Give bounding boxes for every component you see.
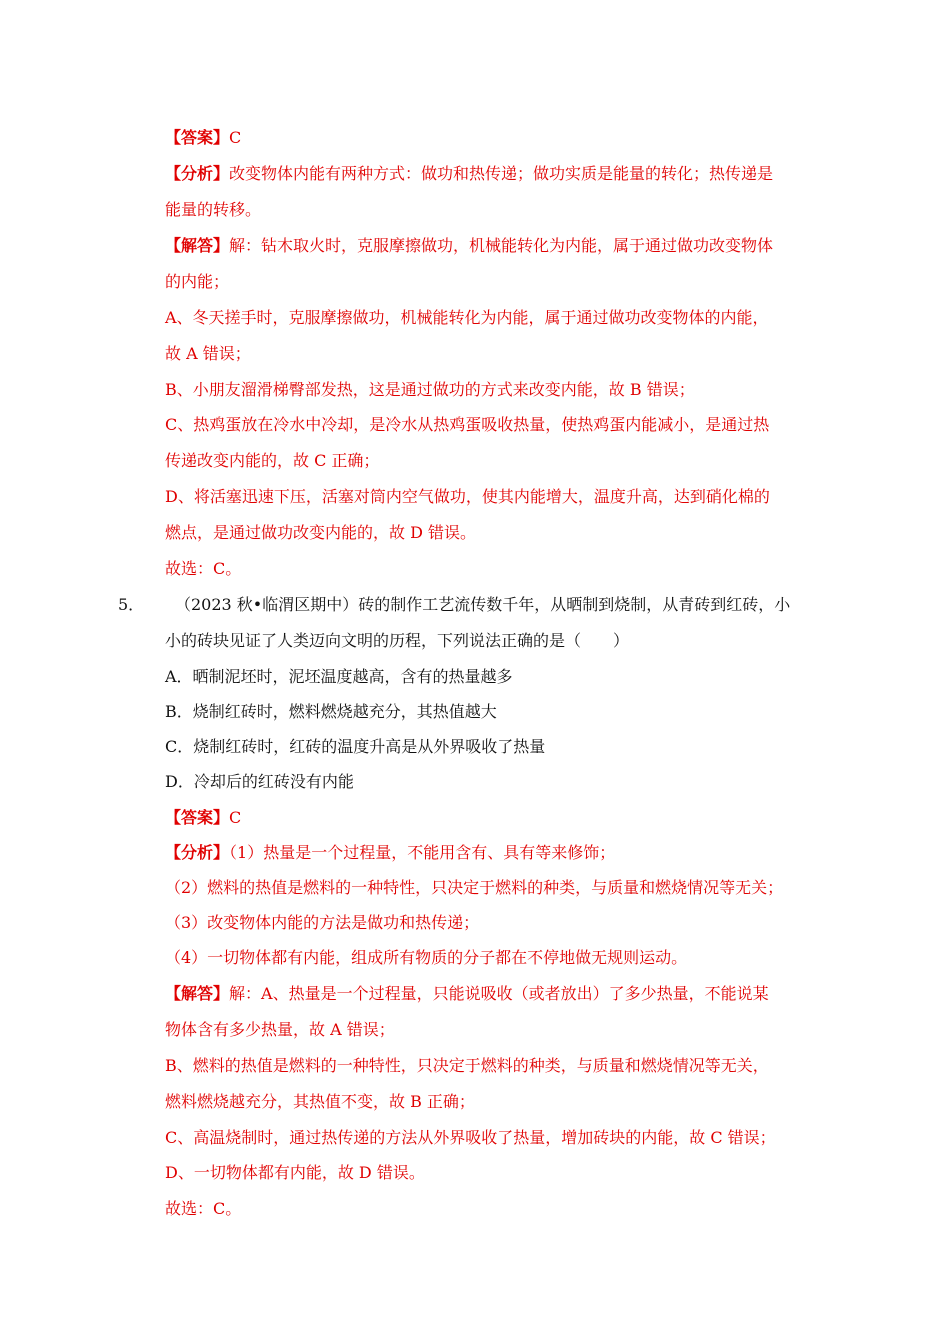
- q4-analysis: [165, 164, 773, 184]
- answer-value: C: [229, 808, 242, 827]
- q5-solution-line: 燃料燃烧越充分，其热值不变，故 B 正确；: [165, 1092, 475, 1111]
- answer-value: C: [229, 128, 242, 147]
- q5-analysis: [165, 843, 615, 863]
- solution-text: 解：A、热量是一个过程量，只能说吸收（或者放出）了多少热量，不能说某: [229, 984, 769, 1003]
- q4-solution-line: 传递改变内能的，故 C 正确；: [165, 451, 380, 470]
- q4-solution: [165, 236, 773, 256]
- q4-final-choice: 故选：C。: [165, 559, 242, 578]
- q5-analysis-line: （2）燃料的热值是燃料的一种特性，只决定于燃料的种类，与质量和燃烧情况等无关；: [165, 878, 784, 897]
- q5-solution-line: 物体含有多少热量，故 A 错误；: [165, 1020, 395, 1039]
- q4-solution-line: B、小朋友溜滑梯臀部发热，这是通过做功的方式来改变内能，故 B 错误；: [165, 380, 695, 399]
- q5-number: 5．: [118, 595, 145, 614]
- solution-tag: 【解答】: [165, 236, 230, 255]
- q5-option-a: A．晒制泥坯时，泥坯温度越高，含有的热量越多: [165, 667, 513, 686]
- q4-analysis-line: 能量的转移。: [165, 200, 262, 219]
- q5-option-c: C．烧制红砖时，红砖的温度升高是从外界吸收了热量: [165, 737, 546, 756]
- answer-tag: 【答案】: [165, 808, 230, 827]
- q5-option-b: B．烧制红砖时，燃料燃烧越充分，其热值越大: [165, 702, 497, 721]
- analysis-text: （1）热量是一个过程量，不能用含有、具有等来修饰；: [229, 843, 616, 862]
- q4-solution-line: 的内能；: [165, 272, 230, 291]
- analysis-tag: 【分析】: [165, 843, 230, 862]
- q4-solution-line: 故 A 错误；: [165, 344, 251, 363]
- answer-tag: 【答案】: [165, 128, 230, 147]
- q5-final-choice: 故选：C。: [165, 1199, 242, 1218]
- q5-solution: [165, 984, 769, 1004]
- q5-answer: [165, 808, 241, 828]
- q4-solution-line: D、将活塞迅速下压，活塞对筒内空气做功，使其内能增大，温度升高，达到硝化棉的: [165, 487, 770, 506]
- q5-option-d: D．冷却后的红砖没有内能: [165, 772, 354, 791]
- q5-analysis-line: （4）一切物体都有内能，组成所有物质的分子都在不停地做无规则运动。: [165, 948, 688, 967]
- q5-solution-line: C、高温烧制时，通过热传递的方法从外界吸收了热量，增加砖块的内能，故 C 错误；: [165, 1128, 776, 1147]
- q4-solution-line: A、冬天搓手时，克服摩擦做功，机械能转化为内能，属于通过做功改变物体的内能，: [165, 308, 769, 327]
- q5-stem: （2023 秋•临渭区期中）砖的制作工艺流传数千年，从晒制到烧制，从青砖到红砖，小: [175, 595, 791, 614]
- analysis-tag: 【分析】: [165, 164, 230, 183]
- q5-solution-line: B、燃料的热值是燃料的一种特性，只决定于燃料的种类，与质量和燃烧情况等无关，: [165, 1056, 769, 1075]
- solution-text: 解：钻木取火时，克服摩擦做功，机械能转化为内能，属于通过做功改变物体: [229, 236, 774, 255]
- solution-tag: 【解答】: [165, 984, 230, 1003]
- analysis-text: 改变物体内能有两种方式：做功和热传递；做功实质是能量的转化；热传递是: [229, 164, 774, 183]
- q5-analysis-line: （3）改变物体内能的方法是做功和热传递；: [165, 913, 480, 932]
- q4-solution-line: 燃点，是通过做功改变内能的，故 D 错误。: [165, 523, 477, 542]
- q4-answer: [165, 128, 241, 148]
- q5-stem: 小的砖块见证了人类迈向文明的历程，下列说法正确的是（ ）: [165, 631, 630, 650]
- q4-solution-line: C、热鸡蛋放在冷水中冷却，是冷水从热鸡蛋吸收热量，使热鸡蛋内能减小，是通过热: [165, 415, 770, 434]
- q5-solution-line: D、一切物体都有内能，故 D 错误。: [165, 1163, 425, 1182]
